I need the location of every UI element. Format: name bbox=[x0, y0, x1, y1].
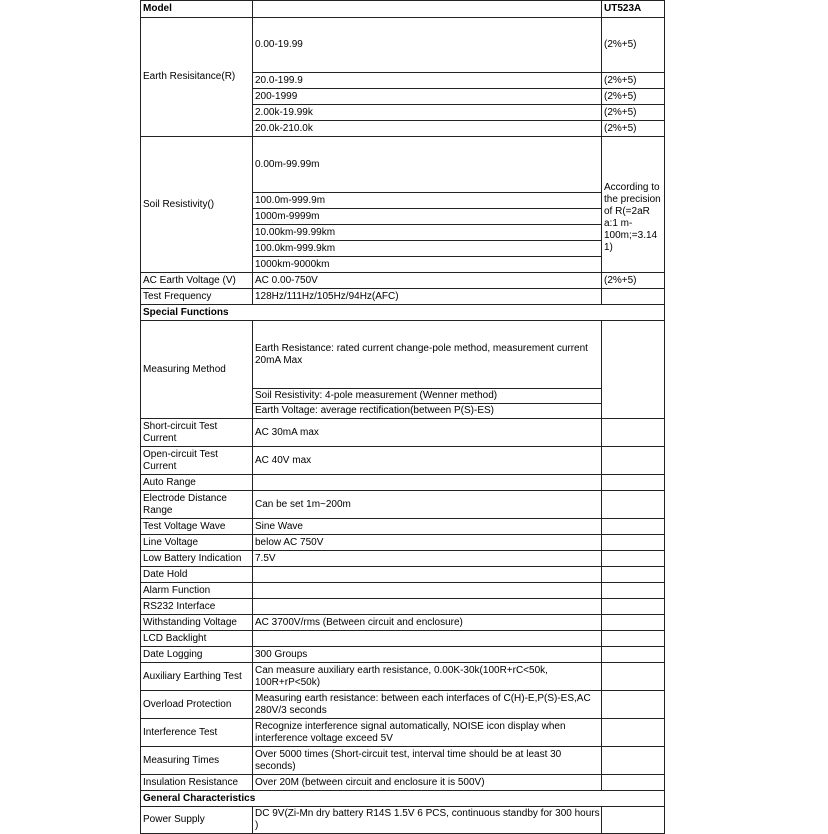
measuring-method-item: Soil Resistivity: 4-pole measurement (Wenner method) bbox=[253, 389, 602, 404]
spec-label: Open-circuit Test Current bbox=[141, 447, 253, 475]
spec-label: Alarm Function bbox=[141, 583, 253, 599]
ac-earth-voltage-accuracy: (2%+5) bbox=[602, 273, 665, 289]
table-row bbox=[141, 807, 665, 834]
spec-value: Can be set 1m~200m bbox=[253, 491, 602, 519]
soil-resistivity-range: 10.00km-99.99km bbox=[253, 225, 602, 241]
spec-value bbox=[253, 567, 602, 583]
special-functions-heading: Special Functions bbox=[141, 305, 665, 321]
earth-resistance-range: 20.0k-210.0k bbox=[253, 121, 602, 137]
table-row bbox=[141, 747, 665, 775]
power-supply-value: DC 9V(Zi-Mn dry battery R14S 1.5V 6 PCS, continuous standby for 300 hours ) bbox=[253, 807, 602, 834]
soil-resistivity-range: 0.00m-99.99m bbox=[253, 137, 602, 193]
measuring-method-item: Earth Voltage: average rectification(between P(S)-ES) bbox=[253, 404, 602, 419]
earth-resistance-label: Earth Resisitance(R) bbox=[141, 18, 253, 137]
earth-resistance-accuracy: (2%+5) bbox=[602, 73, 665, 89]
spec-value: 300 Groups bbox=[253, 647, 602, 663]
soil-resistivity-range: 1000m-9999m bbox=[253, 209, 602, 225]
spec-value bbox=[253, 475, 602, 491]
table-row bbox=[141, 599, 665, 615]
spec-label: Electrode Distance Range bbox=[141, 491, 253, 519]
ac-earth-voltage-label: AC Earth Voltage (V) bbox=[141, 273, 253, 289]
model-blank bbox=[253, 1, 602, 18]
spec-label: Overload Protection bbox=[141, 691, 253, 719]
spec-value: AC 30mA max bbox=[253, 419, 602, 447]
spec-value: Can measure auxiliary earth resistance, 0.00K-30k(100R+rC<50k, 100R+rP<50k) bbox=[253, 663, 602, 691]
spec-table bbox=[140, 0, 665, 834]
ac-earth-voltage-value: AC 0.00-750V bbox=[253, 273, 602, 289]
table-row bbox=[141, 519, 665, 535]
table-row bbox=[141, 419, 665, 447]
soil-resistivity-range: 100.0m-999.9m bbox=[253, 193, 602, 209]
spec-value: Recognize interference signal automatically, NOISE icon display when interference voltage exceed 5V bbox=[253, 719, 602, 747]
soil-resistivity-label: Soil Resistivity() bbox=[141, 137, 253, 273]
spec-value bbox=[253, 583, 602, 599]
table-row bbox=[141, 535, 665, 551]
soil-resistivity-accuracy: According to the precision of R(=2aR a:1 m-100m;=3.14 1) bbox=[602, 137, 665, 273]
spec-label: RS232 Interface bbox=[141, 599, 253, 615]
table-row-model bbox=[141, 1, 665, 18]
table-row bbox=[141, 631, 665, 647]
table-row bbox=[141, 647, 665, 663]
table-row bbox=[141, 551, 665, 567]
spec-label: Auto Range bbox=[141, 475, 253, 491]
spec-value bbox=[253, 631, 602, 647]
table-row bbox=[141, 615, 665, 631]
measuring-method-label: Measuring Method bbox=[141, 321, 253, 419]
spec-label: Date Logging bbox=[141, 647, 253, 663]
spec-label: Short-circuit Test Current bbox=[141, 419, 253, 447]
table-row bbox=[141, 273, 665, 289]
table-row bbox=[141, 583, 665, 599]
spec-label: Auxiliary Earthing Test bbox=[141, 663, 253, 691]
spec-value: AC 40V max bbox=[253, 447, 602, 475]
spec-label: Low Battery Indication bbox=[141, 551, 253, 567]
spec-label: Withstanding Voltage bbox=[141, 615, 253, 631]
table-row bbox=[141, 137, 665, 193]
spec-label: Measuring Times bbox=[141, 747, 253, 775]
table-row bbox=[141, 567, 665, 583]
earth-resistance-accuracy: (2%+5) bbox=[602, 89, 665, 105]
test-frequency-value: 128Hz/111Hz/105Hz/94Hz(AFC) bbox=[253, 289, 602, 305]
soil-resistivity-range: 100.0km-999.9km bbox=[253, 241, 602, 257]
earth-resistance-accuracy: (2%+5) bbox=[602, 121, 665, 137]
table-row bbox=[141, 289, 665, 305]
power-supply-label: Power Supply bbox=[141, 807, 253, 834]
spec-value: AC 3700V/rms (Between circuit and enclosure) bbox=[253, 615, 602, 631]
soil-resistivity-range: 1000km-9000km bbox=[253, 257, 602, 273]
table-row bbox=[141, 18, 665, 73]
spec-label: Date Hold bbox=[141, 567, 253, 583]
general-characteristics-heading: General Characteristics bbox=[141, 791, 665, 807]
earth-resistance-range: 200-1999 bbox=[253, 89, 602, 105]
spec-value: 7.5V bbox=[253, 551, 602, 567]
spec-label: Interference Test bbox=[141, 719, 253, 747]
spec-label: Test Voltage Wave bbox=[141, 519, 253, 535]
spec-value: Over 20M (between circuit and enclosure it is 500V) bbox=[253, 775, 602, 791]
table-row-section bbox=[141, 791, 665, 807]
table-row-section bbox=[141, 305, 665, 321]
spec-label: Line Voltage bbox=[141, 535, 253, 551]
spec-document bbox=[140, 0, 664, 834]
earth-resistance-range: 0.00-19.99 bbox=[253, 18, 602, 73]
model-value: UT523A bbox=[602, 1, 665, 18]
table-row bbox=[141, 663, 665, 691]
test-frequency-label: Test Frequency bbox=[141, 289, 253, 305]
spec-value: below AC 750V bbox=[253, 535, 602, 551]
table-row bbox=[141, 719, 665, 747]
table-row bbox=[141, 321, 665, 389]
table-row bbox=[141, 491, 665, 519]
spec-value: Over 5000 times (Short-circuit test, interval time should be at least 30 seconds) bbox=[253, 747, 602, 775]
earth-resistance-accuracy: (2%+5) bbox=[602, 18, 665, 73]
earth-resistance-accuracy: (2%+5) bbox=[602, 105, 665, 121]
spec-label: LCD Backlight bbox=[141, 631, 253, 647]
table-row bbox=[141, 447, 665, 475]
spec-value: Measuring earth resistance: between each interfaces of C(H)-E,P(S)-ES,AC 280V/3 seconds bbox=[253, 691, 602, 719]
earth-resistance-range: 20.0-199.9 bbox=[253, 73, 602, 89]
table-row bbox=[141, 475, 665, 491]
table-row bbox=[141, 775, 665, 791]
model-label: Model bbox=[141, 1, 253, 18]
table-row bbox=[141, 691, 665, 719]
spec-label: Insulation Resistance bbox=[141, 775, 253, 791]
measuring-method-item: Earth Resistance: rated current change-pole method, measurement current 20mA Max bbox=[253, 321, 602, 389]
spec-value: Sine Wave bbox=[253, 519, 602, 535]
earth-resistance-range: 2.00k-19.99k bbox=[253, 105, 602, 121]
spec-value bbox=[253, 599, 602, 615]
